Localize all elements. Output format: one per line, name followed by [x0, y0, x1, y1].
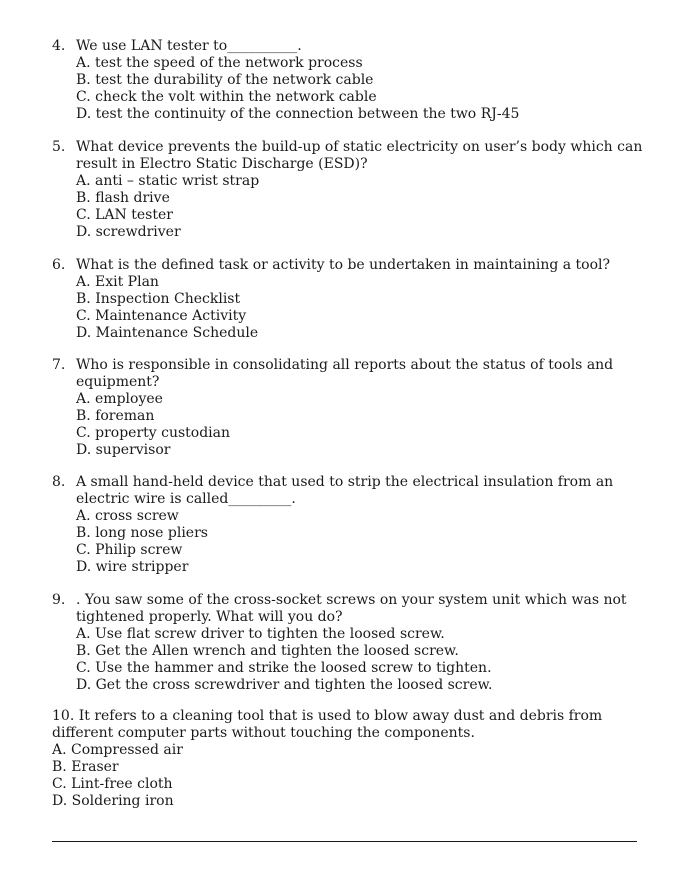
- option-d: D. test the continuity of the connection between the two RJ-45: [76, 106, 520, 122]
- option-c: C. Lint-free cloth: [52, 776, 173, 792]
- option-c: C. property custodian: [76, 425, 231, 441]
- question-stem-line: A small hand-held device that used to strip the electrical insulation from an: [76, 474, 614, 490]
- question-stem-line: What is the defined task or activity to be undertaken in maintaining a tool?: [76, 257, 611, 273]
- question-stem-line: tightened properly. What will you do?: [76, 609, 343, 625]
- question-stem-line: We use LAN tester to__________.: [76, 38, 302, 54]
- option-a: A. cross screw: [76, 508, 179, 524]
- option-a: A. anti – static wrist strap: [76, 173, 260, 189]
- question-stem-line: . You saw some of the cross-socket screws on your system unit which was not: [76, 592, 627, 608]
- option-b: B. foreman: [76, 408, 155, 424]
- option-a: A. Use flat screw driver to tighten the loosed screw.: [76, 626, 445, 642]
- option-a: A. test the speed of the network process: [76, 55, 363, 71]
- question-number: 9.: [52, 592, 66, 608]
- option-a: A. Exit Plan: [76, 274, 159, 290]
- option-d: D. screwdriver: [76, 224, 181, 240]
- option-d: D. Soldering iron: [52, 793, 174, 809]
- option-c: C. Philip screw: [76, 542, 183, 558]
- question-stem-line: What device prevents the build-up of static electricity on user’s body which can: [76, 139, 643, 155]
- option-b: B. flash drive: [76, 190, 170, 206]
- question-stem-line: different computer parts without touching the components.: [52, 725, 475, 741]
- question-number: 8.: [52, 474, 66, 490]
- option-b: B. test the durability of the network cable: [76, 72, 374, 88]
- option-b: B. long nose pliers: [76, 525, 208, 541]
- question-stem-line: electric wire is called_________.: [76, 491, 296, 507]
- option-b: B. Get the Allen wrench and tighten the loosed screw.: [76, 643, 459, 659]
- footer-divider: [52, 841, 637, 842]
- option-b: B. Eraser: [52, 759, 119, 775]
- question-stem-line: 10. It refers to a cleaning tool that is used to blow away dust and debris from: [52, 708, 603, 724]
- option-d: D. supervisor: [76, 442, 171, 458]
- question-number: 5.: [52, 139, 66, 155]
- question-number: 4.: [52, 38, 66, 54]
- question-number: 6.: [52, 257, 66, 273]
- option-c: C. LAN tester: [76, 207, 173, 223]
- option-c: C. Maintenance Activity: [76, 308, 247, 324]
- option-c: C. Use the hammer and strike the loosed screw to tighten.: [76, 660, 492, 676]
- option-a: A. employee: [76, 391, 163, 407]
- option-d: D. Get the cross screwdriver and tighten the loosed screw.: [76, 677, 493, 693]
- option-a: A. Compressed air: [52, 742, 183, 758]
- option-b: B. Inspection Checklist: [76, 291, 241, 307]
- option-c: C. check the volt within the network cable: [76, 89, 377, 105]
- question-stem-line: result in Electro Static Discharge (ESD)?: [76, 156, 368, 172]
- question-stem-line: equipment?: [76, 374, 160, 390]
- question-number: 7.: [52, 357, 66, 373]
- option-d: D. Maintenance Schedule: [76, 325, 259, 341]
- option-d: D. wire stripper: [76, 559, 189, 575]
- question-stem-line: Who is responsible in consolidating all reports about the status of tools and: [76, 357, 614, 373]
